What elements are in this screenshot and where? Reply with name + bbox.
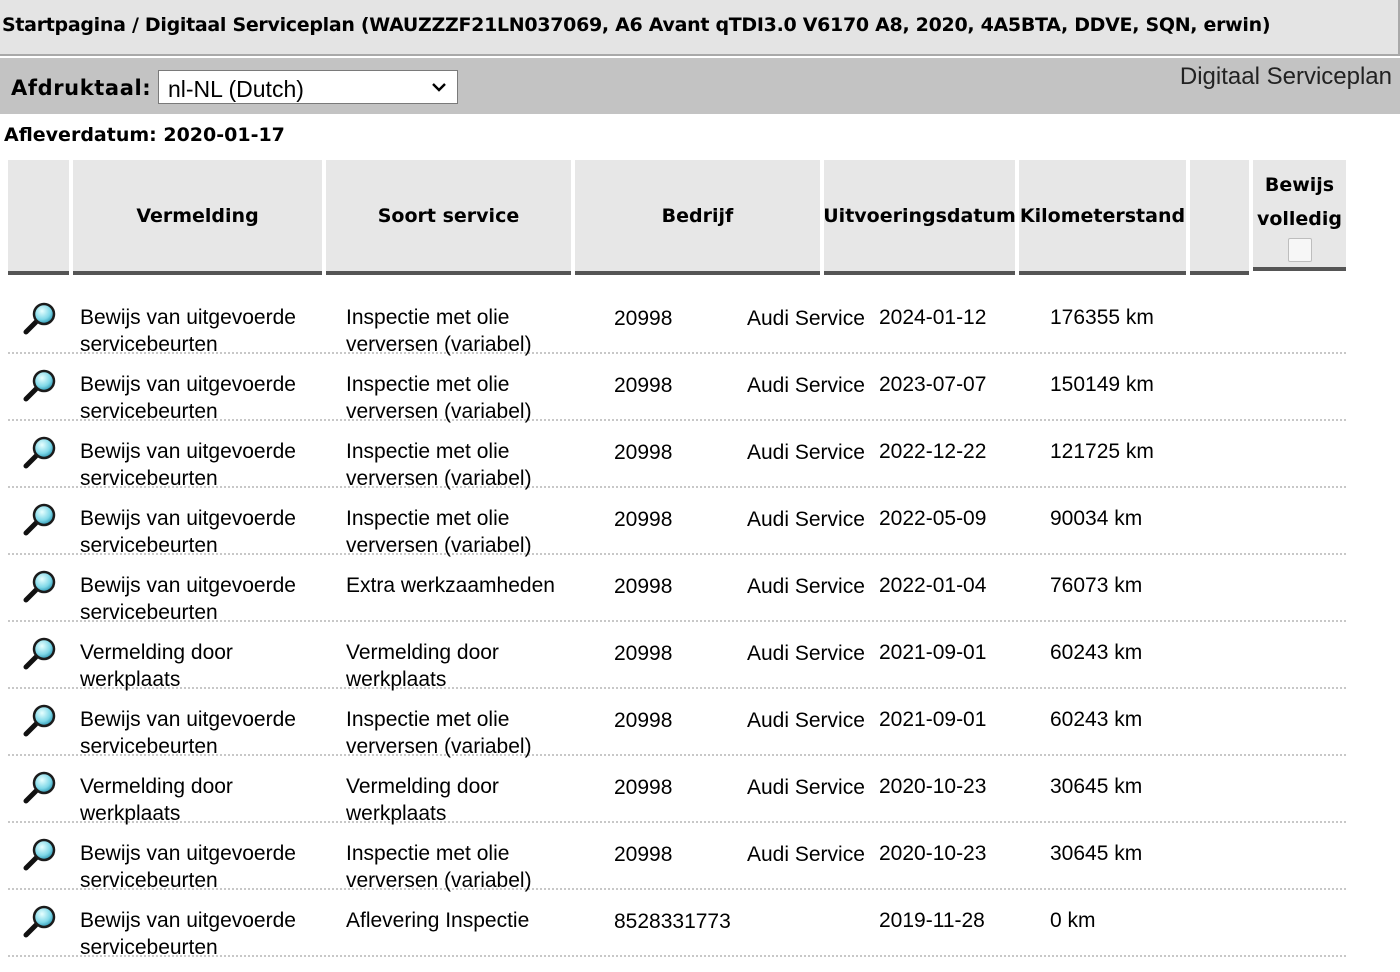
entry-cell [80,639,233,693]
magnifier-icon[interactable] [22,702,58,738]
service-date: 2021-09-01 [879,708,987,731]
print-language-label: Afdruktaal: [11,76,152,100]
entry-line1: Bewijs van uitgevoerde [80,574,296,597]
print-language-value: nl-NL (Dutch) [168,76,304,102]
mileage-value: 150149 km [1050,373,1154,396]
table-row [8,286,1346,354]
service-date: 2019-11-28 [879,909,985,932]
company-code: 20998 [614,776,673,799]
header-proof-line1: Bewijs [1264,174,1335,196]
company-name: Audi Service [747,575,865,598]
entry-line2: servicebeurten [80,735,218,758]
entry-line2: servicebeurten [80,936,218,959]
service-date: 2021-09-01 [879,641,987,664]
magnifier-icon[interactable] [22,836,58,872]
service-line2: verversen (variabel) [346,534,532,557]
company-code: 20998 [614,374,673,397]
magnifier-icon[interactable] [22,903,58,939]
mileage-value: 76073 km [1050,574,1143,597]
table-row [8,688,1346,756]
company-name: Audi Service [747,776,865,799]
table-row [8,554,1346,622]
entry-line2: servicebeurten [80,333,218,356]
service-line1: Inspectie met olie [346,306,510,329]
company-name: Audi Service [747,374,865,397]
service-type-cell [346,706,532,760]
company-name: Audi Service [747,642,865,665]
entry-cell [80,840,296,894]
service-line1: Vermelding door [346,775,499,798]
entry-cell [80,907,296,961]
company-code: 20998 [614,508,673,531]
service-line1: Inspectie met olie [346,373,510,396]
company-code: 20998 [614,441,673,464]
mileage-value: 60243 km [1050,641,1143,664]
service-line2: werkplaats [346,802,447,825]
service-date: 2022-01-04 [879,574,987,597]
entry-line1: Vermelding door [80,641,233,664]
entry-line1: Bewijs van uitgevoerde [80,373,296,396]
table-row [8,755,1346,823]
service-type-cell [346,438,532,492]
header-date[interactable]: Uitvoeringsdatum [824,160,1015,275]
mileage-value: 60243 km [1050,708,1143,731]
header-mileage[interactable]: Kilometerstand [1019,160,1186,275]
mileage-value: 30645 km [1050,775,1143,798]
service-line1: Inspectie met olie [346,708,510,731]
service-type-cell [346,907,529,934]
print-language-select[interactable] [158,70,458,104]
service-type-cell [346,505,532,559]
table-row [8,621,1346,689]
entry-line1: Bewijs van uitgevoerde [80,909,296,932]
company-code: 20998 [614,307,673,330]
table-row [8,822,1346,890]
company-name: Audi Service [747,843,865,866]
service-type-cell [346,773,499,827]
entry-line1: Bewijs van uitgevoerde [80,306,296,329]
magnifier-icon[interactable] [22,434,58,470]
mileage-value: 90034 km [1050,507,1143,530]
entry-cell [80,572,296,626]
service-line1: Inspectie met olie [346,842,510,865]
service-date: 2020-10-23 [879,775,987,798]
company-code: 20998 [614,642,673,665]
service-type-cell [346,572,555,599]
company-code: 20998 [614,843,673,866]
entry-line2: servicebeurten [80,400,218,423]
service-type-cell [346,371,532,425]
service-line1: Aflevering Inspectie [346,909,530,932]
table-row [8,353,1346,421]
service-line1: Extra werkzaamheden [346,574,555,597]
service-line2: verversen (variabel) [346,400,532,423]
magnifier-icon[interactable] [22,501,58,537]
header-company[interactable]: Bedrijf [575,160,820,275]
entry-cell [80,371,296,425]
service-line1: Inspectie met olie [346,440,510,463]
company-code: 20998 [614,709,673,732]
magnifier-icon[interactable] [22,635,58,671]
company-name: Audi Service [747,441,865,464]
service-line2: werkplaats [346,668,447,691]
breadcrumb-bar [0,0,1400,56]
toolbar [0,58,1400,114]
entry-cell [80,773,233,827]
magnifier-icon[interactable] [22,769,58,805]
magnifier-icon[interactable] [22,300,58,336]
company-name: Audi Service [747,307,865,330]
service-line2: verversen (variabel) [346,333,532,356]
entry-line2: servicebeurten [80,869,218,892]
company-code: 20998 [614,575,673,598]
table-row [8,420,1346,488]
entry-cell [80,304,296,358]
service-line2: verversen (variabel) [346,735,532,758]
header-service-type[interactable]: Soort service [326,160,571,275]
entry-line2: servicebeurten [80,534,218,557]
company-name: Audi Service [747,508,865,531]
service-line1: Vermelding door [346,641,499,664]
entry-line2: werkplaats [80,802,181,825]
app-title: Digitaal Serviceplan [1179,63,1392,90]
header-view-column [8,160,69,275]
entry-line2: werkplaats [80,668,181,691]
service-date: 2024-01-12 [879,306,987,329]
header-proof-line2: volledig [1256,208,1343,230]
entry-cell [80,706,296,760]
service-type-cell [346,840,532,894]
breadcrumb[interactable]: Startpagina / Digitaal Serviceplan (WAUZZZF21LN037069, A6 Avant qTDI3.0 V6170 A8, 2020, 4A5BTA, DDVE, SQN, erwin) [2,14,1271,36]
mileage-value: 176355 km [1050,306,1154,329]
entry-line1: Bewijs van uitgevoerde [80,842,296,865]
entry-line2: servicebeurten [80,467,218,490]
company-code: 8528331773 [614,910,731,933]
service-date: 2022-05-09 [879,507,987,530]
entry-line1: Bewijs van uitgevoerde [80,440,296,463]
entry-line1: Bewijs van uitgevoerde [80,708,296,731]
service-date: 2022-12-22 [879,440,987,463]
service-type-cell [346,304,532,358]
magnifier-icon[interactable] [22,367,58,403]
service-line1: Inspectie met olie [346,507,510,530]
table-row [8,487,1346,555]
entry-line2: servicebeurten [80,601,218,624]
entry-line1: Vermelding door [80,775,233,798]
proof-complete-checkbox[interactable] [1288,238,1312,262]
header-proof-complete [1253,160,1346,271]
entry-cell [80,505,296,559]
service-date: 2023-07-07 [879,373,987,396]
header-entry[interactable]: Vermelding [73,160,322,275]
delivery-date: Afleverdatum: 2020-01-17 [4,124,285,146]
service-date: 2020-10-23 [879,842,987,865]
company-name: Audi Service [747,709,865,732]
header-empty [1190,160,1249,275]
service-line2: verversen (variabel) [346,467,532,490]
entry-cell [80,438,296,492]
service-line2: verversen (variabel) [346,869,532,892]
service-type-cell [346,639,499,693]
magnifier-icon[interactable] [22,568,58,604]
mileage-value: 121725 km [1050,440,1154,463]
chevron-down-icon [432,80,446,94]
mileage-value: 0 km [1050,909,1096,932]
table-row [8,889,1346,957]
mileage-value: 30645 km [1050,842,1143,865]
entry-line1: Bewijs van uitgevoerde [80,507,296,530]
